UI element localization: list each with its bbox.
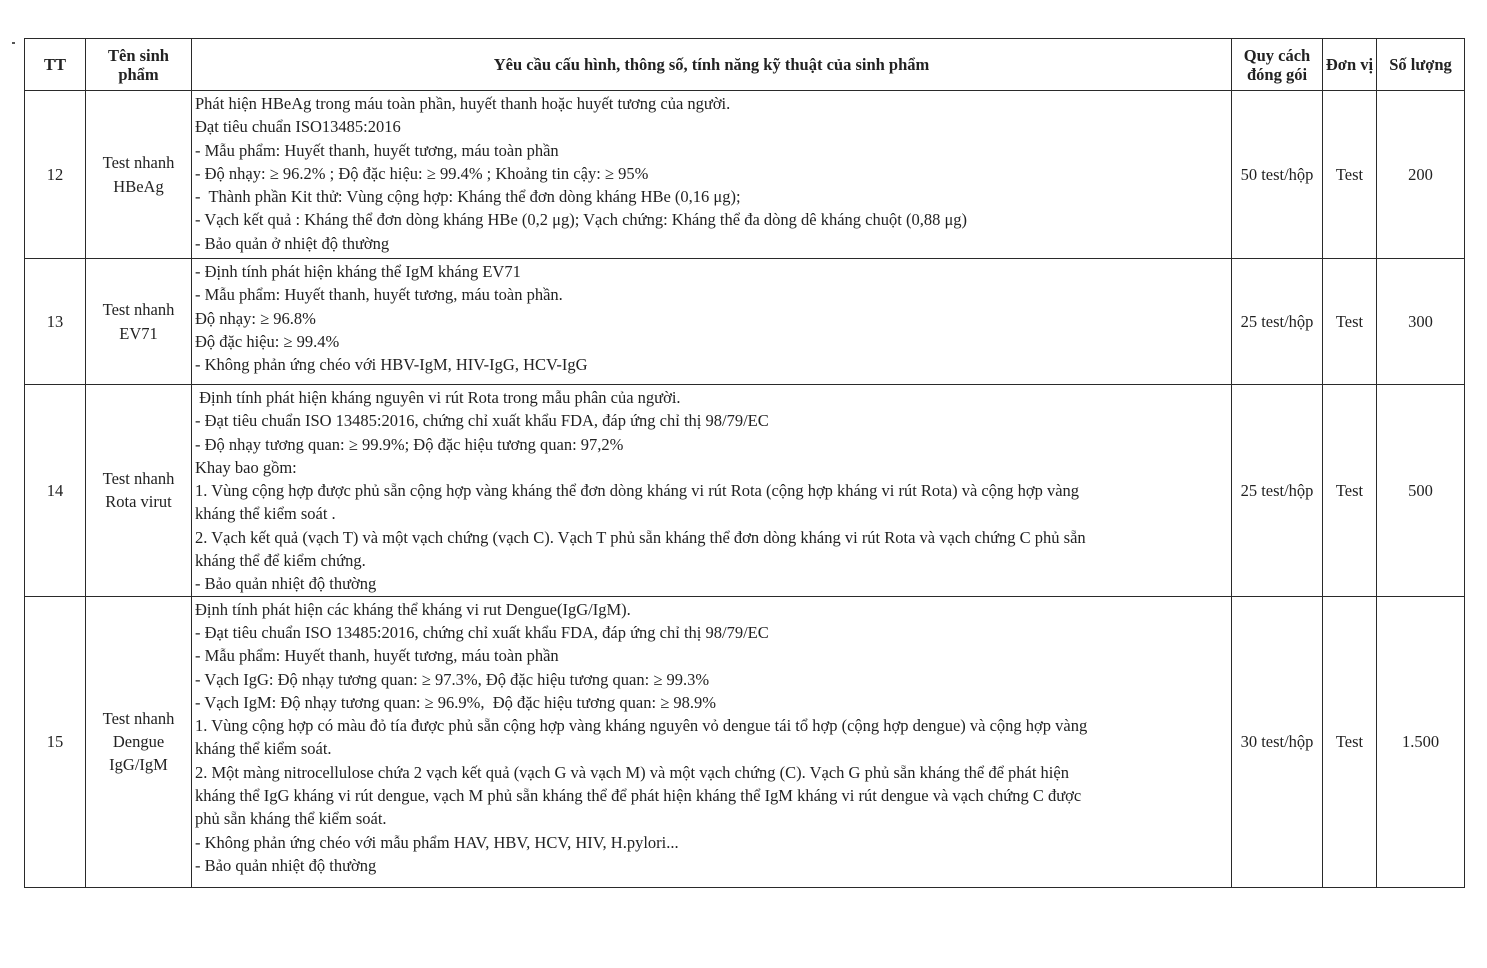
req-line: Khay bao gồm: (195, 457, 297, 477)
req-line: - Đạt tiêu chuẩn ISO 13485:2016, chứng chỉ xuất khẩu FDA, đáp ứng chỉ thị 98/79/EC (195, 622, 769, 642)
row-name: Test nhanh Rota virut (86, 385, 192, 597)
header-requirements: Yêu cầu cấu hình, thông số, tính năng kỹ thuật của sinh phẩm (192, 39, 1232, 91)
req-line: phủ sẵn kháng thể kiểm soát. (195, 809, 387, 829)
table-row (25, 385, 1465, 597)
row-quantity: 200 (1377, 91, 1465, 259)
row-requirements (192, 596, 1232, 887)
req-line: Định tính phát hiện các kháng thể kháng vi rut Dengue(IgG/IgM). (195, 599, 631, 619)
req-line: - Vạch IgM: Độ nhạy tương quan: ≥ 96.9%, Độ đặc hiệu tương quan: ≥ 98.9% (195, 692, 717, 712)
row-tt: 14 (25, 385, 86, 597)
row-quantity: 500 (1377, 385, 1465, 597)
spec-table (24, 38, 1465, 888)
row-unit: Test (1323, 596, 1377, 887)
req-line: - Thành phần Kit thử: Vùng cộng hợp: Kháng thể đơn dòng kháng HBe (0,16 μg); (195, 187, 741, 207)
req-line: - Mẫu phẩm: Huyết thanh, huyết tương, máu toàn phần. (195, 285, 563, 305)
header-packaging: Quy cách đóng gói (1232, 39, 1323, 91)
req-line: 2. Một màng nitrocellulose chứa 2 vạch kết quả (vạch G và vạch M) và một vạch chứng (C). Vạch G phủ sẵn kháng thể để phát hiện (195, 762, 1069, 782)
header-unit: Đơn vị (1323, 39, 1377, 91)
row-requirements (192, 385, 1232, 597)
req-line: - Bảo quản nhiệt độ thường (195, 855, 377, 875)
req-line: Độ nhạy: ≥ 96.8% (195, 308, 316, 328)
req-line: - Độ nhạy: ≥ 96.2% ; Độ đặc hiệu: ≥ 99.4% ; Khoảng tin cậy: ≥ 95% (195, 163, 649, 183)
header-tt: TT (25, 39, 86, 91)
row-name: Test nhanh EV71 (86, 259, 192, 385)
row-tt: 12 (25, 91, 86, 259)
row-quantity: 1.500 (1377, 596, 1465, 887)
req-line: 2. Vạch kết quả (vạch T) và một vạch chứng (vạch C). Vạch T phủ sẵn kháng thể đơn dòng kháng vi rút Rota và vạch chứng C phủ sẵn (195, 527, 1086, 547)
row-quantity: 300 (1377, 259, 1465, 385)
req-line: Đạt tiêu chuẩn ISO13485:2016 (195, 117, 401, 137)
req-line: - Bảo quản ở nhiệt độ thường (195, 233, 390, 253)
req-line: kháng thể kiểm soát. (195, 739, 332, 759)
req-line: - Không phản ứng chéo với HBV-IgM, HIV-IgG, HCV-IgG (195, 355, 588, 375)
req-line: 1. Vùng cộng hợp được phủ sẵn cộng hợp vàng kháng thể đơn dòng kháng vi rút Rota (cộng hợp kháng vi rút Rota) và cộng hợp vàng (195, 481, 1080, 501)
req-line: - Bảo quản nhiệt độ thường (195, 574, 377, 594)
row-requirements (192, 91, 1232, 259)
row-unit: Test (1323, 91, 1377, 259)
req-line: - Đạt tiêu chuẩn ISO 13485:2016, chứng chỉ xuất khẩu FDA, đáp ứng chỉ thị 98/79/EC (195, 411, 769, 431)
req-line: Định tính phát hiện kháng nguyên vi rút Rota trong mẫu phân của người. (195, 388, 681, 407)
req-line: - Định tính phát hiện kháng thể IgM kháng EV71 (195, 262, 521, 281)
row-name: Test nhanh Dengue IgG/IgM (86, 596, 192, 887)
row-unit: Test (1323, 385, 1377, 597)
req-line: Phát hiện HBeAg trong máu toàn phần, huyết thanh hoặc huyết tương của người. (195, 94, 731, 113)
req-line: kháng thể kiểm soát . (195, 504, 336, 524)
row-requirements (192, 259, 1232, 385)
req-line: - Vạch IgG: Độ nhạy tương quan: ≥ 97.3%, Độ đặc hiệu tương quan: ≥ 99.3% (195, 669, 710, 689)
row-packaging: 30 test/hộp (1232, 596, 1323, 887)
row-packaging: 25 test/hộp (1232, 385, 1323, 597)
row-name: Test nhanh HBeAg (86, 91, 192, 259)
row-packaging: 50 test/hộp (1232, 91, 1323, 259)
req-line: - Không phản ứng chéo với mẫu phẩm HAV, HBV, HCV, HIV, H.pylori... (195, 832, 679, 852)
req-line: 1. Vùng cộng hợp có màu đỏ tía được phủ sẵn cộng hợp vàng kháng nguyên vỏ dengue tái tổ hợp (cộng hợp dengue) và cộng hợp vàng (195, 716, 1088, 736)
table-row (25, 596, 1465, 887)
scan-mark (12, 42, 15, 44)
row-packaging: 25 test/hộp (1232, 259, 1323, 385)
req-line: kháng thể IgG kháng vi rút dengue, vạch M phủ sẵn kháng thể để phát hiện kháng thể IgM kháng vi rút dengue và vạch chứng C được (195, 786, 1082, 806)
req-line: - Vạch kết quả : Kháng thể đơn dòng kháng HBe (0,2 μg); Vạch chứng: Kháng thể đa dòng dê kháng chuột (0,88 μg) (195, 210, 968, 230)
req-line: - Độ nhạy tương quan: ≥ 99.9%; Độ đặc hiệu tương quan: 97,2% (195, 434, 624, 454)
req-line: kháng thể để kiểm chứng. (195, 551, 366, 571)
req-line: - Mẫu phẩm: Huyết thanh, huyết tương, máu toàn phần (195, 140, 559, 160)
table-row (25, 91, 1465, 259)
req-line: Độ đặc hiệu: ≥ 99.4% (195, 331, 340, 351)
row-unit: Test (1323, 259, 1377, 385)
req-line: - Mẫu phẩm: Huyết thanh, huyết tương, máu toàn phần (195, 646, 559, 666)
header-quantity: Số lượng (1377, 39, 1465, 91)
row-tt: 13 (25, 259, 86, 385)
header-row (25, 39, 1465, 91)
table-row (25, 259, 1465, 385)
header-name: Tên sinh phẩm (86, 39, 192, 91)
row-tt: 15 (25, 596, 86, 887)
